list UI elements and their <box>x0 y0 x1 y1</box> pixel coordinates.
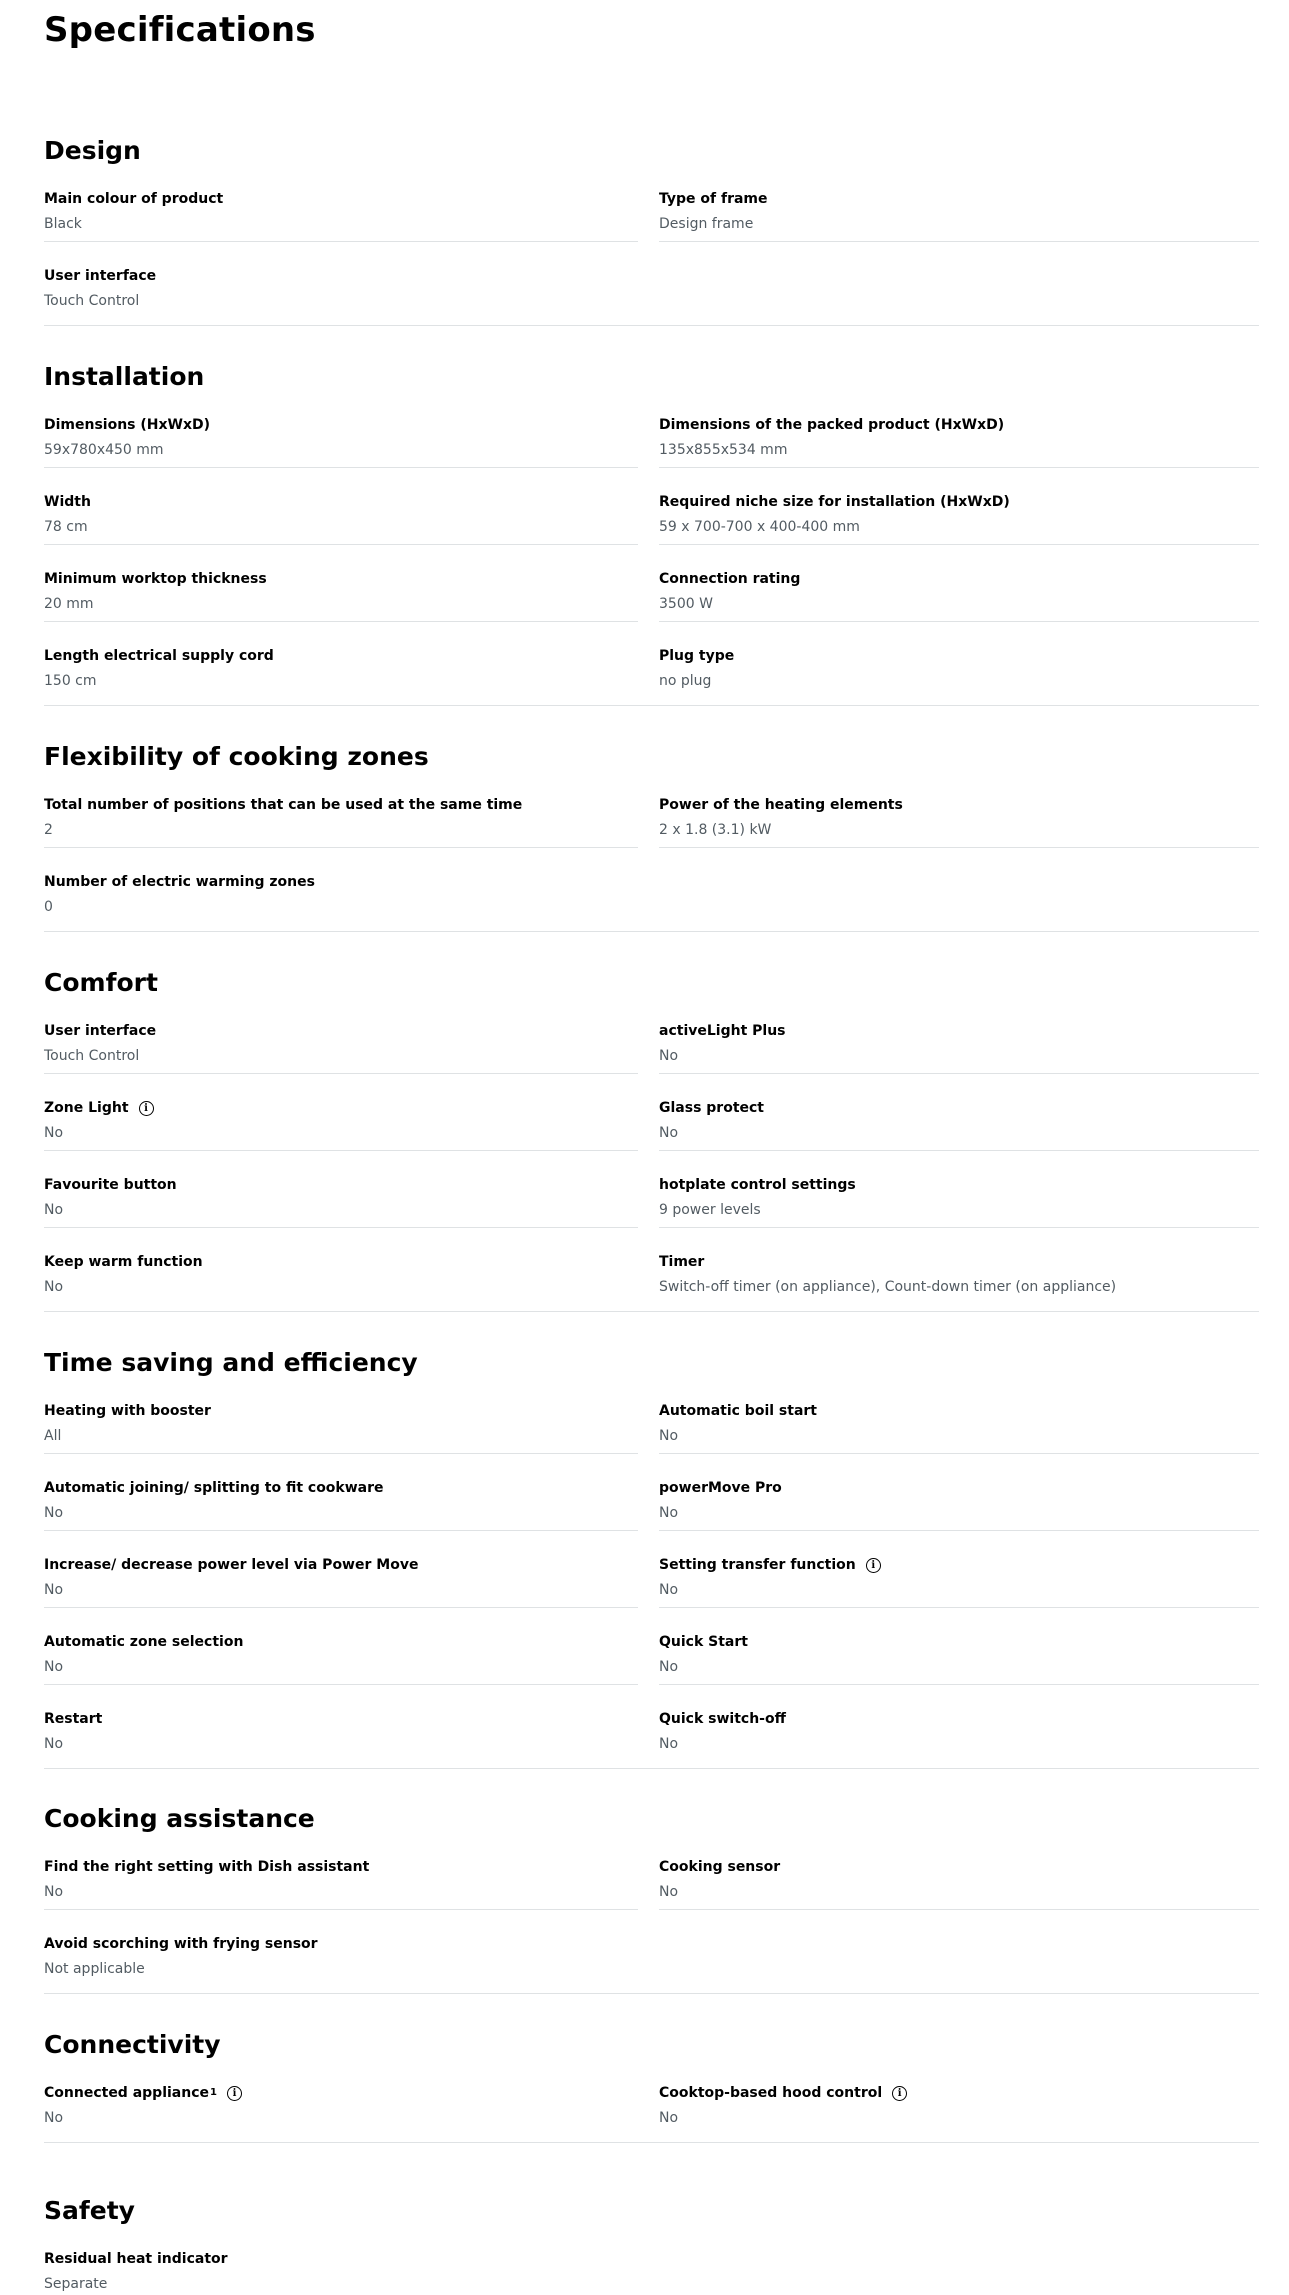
row-divider <box>659 847 1259 848</box>
spec-value: No <box>659 1048 679 1064</box>
spec-value: 0 <box>44 899 53 915</box>
spec-label-text: Residual heat indicator <box>44 2251 228 2267</box>
spec-value: Touch Control <box>44 1048 140 1064</box>
spec-label-text: Power of the heating elements <box>659 797 903 813</box>
spec-value: No <box>659 1428 679 1444</box>
spec-item-automatic-joining-splitting-to-fit-cookware <box>44 1480 638 1524</box>
spec-item-automatic-boil-start <box>659 1403 1253 1447</box>
spec-label <box>659 1403 817 1419</box>
spec-value: 59x780x450 mm <box>44 442 164 458</box>
section-title-design: Design <box>44 136 141 165</box>
spec-label <box>44 494 91 510</box>
section-divider <box>44 1311 1259 1312</box>
spec-item-cooktop-based-hood-control <box>659 2085 1253 2129</box>
spec-value: No <box>659 1582 679 1598</box>
row-divider <box>44 621 638 622</box>
spec-label <box>44 1100 154 1116</box>
row-divider <box>659 1684 1259 1685</box>
section-title-time-saving-and-efficiency: Time saving and efficiency <box>44 1348 418 1377</box>
section-title-installation: Installation <box>44 362 205 391</box>
spec-label-text: Automatic zone selection <box>44 1634 244 1650</box>
spec-value: Black <box>44 216 82 232</box>
section-divider <box>44 705 1259 706</box>
spec-value: 78 cm <box>44 519 88 535</box>
row-divider <box>659 1909 1259 1910</box>
row-divider <box>44 241 638 242</box>
spec-label-text: User interface <box>44 1023 157 1039</box>
spec-label-text: Cooktop-based hood control <box>659 2085 883 2101</box>
spec-value: No <box>659 1125 679 1141</box>
spec-label <box>659 1100 764 1116</box>
spec-label <box>44 797 522 813</box>
row-divider <box>44 467 638 468</box>
spec-value: 20 mm <box>44 596 94 612</box>
spec-label <box>659 1859 780 1875</box>
row-divider <box>659 1150 1259 1151</box>
info-icon[interactable]: i <box>866 1558 881 1573</box>
section-divider <box>44 1993 1259 1994</box>
spec-item-avoid-scorching-with-frying-sensor <box>44 1936 638 1980</box>
spec-label-text: Type of frame <box>659 191 768 207</box>
spec-item-powermove-pro <box>659 1480 1253 1524</box>
spec-item-activelight-plus <box>659 1023 1253 1067</box>
row-divider <box>659 241 1259 242</box>
spec-item-power-of-the-heating-elements <box>659 797 1253 841</box>
spec-item-favourite-button <box>44 1177 638 1221</box>
spec-label-text: Glass protect <box>659 1100 764 1116</box>
spec-label-text: Number of electric warming zones <box>44 874 315 890</box>
row-divider <box>44 1607 638 1608</box>
spec-label-text: Width <box>44 494 91 510</box>
spec-label <box>659 571 800 587</box>
spec-label-text: Main colour of product <box>44 191 224 207</box>
spec-value: Switch-off timer (on appliance), Count-down timer (on appliance) <box>659 1279 1117 1295</box>
spec-value: 3500 W <box>659 596 713 612</box>
row-divider <box>659 1530 1259 1531</box>
info-icon[interactable]: i <box>227 2086 242 2101</box>
spec-item-residual-heat-indicator <box>44 2251 638 2295</box>
spec-item-quick-start <box>659 1634 1253 1678</box>
spec-label <box>44 1480 384 1496</box>
spec-label <box>44 648 274 664</box>
spec-label-text: powerMove Pro <box>659 1480 782 1496</box>
section-title-comfort: Comfort <box>44 968 158 997</box>
spec-label <box>44 1859 369 1875</box>
spec-item-increase-decrease-power-level-via-power-move <box>44 1557 638 1601</box>
spec-item-timer <box>659 1254 1253 1298</box>
spec-label-text: Required niche size for installation (HxWxD) <box>659 494 1010 510</box>
spec-item-cooking-sensor <box>659 1859 1253 1903</box>
spec-item-plug-type <box>659 648 1253 692</box>
spec-item-required-niche-size-for-installation-hxwxd <box>659 494 1253 538</box>
spec-label <box>659 2085 907 2101</box>
spec-label-text: Find the right setting with Dish assistant <box>44 1859 370 1875</box>
page-title: Specifications <box>44 10 316 50</box>
spec-label <box>659 1634 748 1650</box>
row-divider <box>44 1453 638 1454</box>
spec-value: No <box>659 1659 679 1675</box>
spec-label-text: Cooking sensor <box>659 1859 781 1875</box>
spec-item-dimensions-hxwxd <box>44 417 638 461</box>
row-divider <box>44 1073 638 1074</box>
spec-label-text: Timer <box>659 1254 705 1270</box>
spec-value: All <box>44 1428 62 1444</box>
spec-label <box>44 1177 177 1193</box>
section-title-flexibility-of-cooking-zones: Flexibility of cooking zones <box>44 742 429 771</box>
spec-item-keep-warm-function <box>44 1254 638 1298</box>
spec-label <box>659 648 734 664</box>
spec-item-zone-light <box>44 1100 638 1144</box>
spec-label <box>44 874 315 890</box>
spec-label <box>659 494 1010 510</box>
spec-label <box>44 2251 228 2267</box>
row-divider <box>44 1530 638 1531</box>
spec-label-text: Automatic boil start <box>659 1403 817 1419</box>
spec-value: No <box>44 2110 64 2126</box>
spec-label-text: Restart <box>44 1711 103 1727</box>
row-divider <box>44 1227 638 1228</box>
spec-item-connected-appliance <box>44 2085 638 2129</box>
spec-label-text: Avoid scorching with frying sensor <box>44 1936 318 1952</box>
spec-label-text: activeLight Plus <box>659 1023 786 1039</box>
spec-label <box>44 1557 418 1573</box>
spec-label-text: Keep warm function <box>44 1254 203 1270</box>
row-divider <box>44 1909 638 1910</box>
spec-label <box>44 1711 102 1727</box>
spec-item-user-interface <box>44 268 638 312</box>
row-divider <box>44 1684 638 1685</box>
spec-value: 135x855x534 mm <box>659 442 788 458</box>
spec-label <box>659 1480 782 1496</box>
spec-value: 59 x 700-700 x 400-400 mm <box>659 519 860 535</box>
spec-value: Design frame <box>659 216 754 232</box>
row-divider <box>659 1453 1259 1454</box>
spec-item-restart <box>44 1711 638 1755</box>
spec-value: Touch Control <box>44 293 140 309</box>
section-title-connectivity: Connectivity <box>44 2030 221 2059</box>
row-divider <box>659 467 1259 468</box>
spec-label <box>44 1936 318 1952</box>
spec-label <box>659 417 1004 433</box>
spec-value: 9 power levels <box>659 1202 761 1218</box>
row-divider <box>44 1150 638 1151</box>
spec-value: No <box>44 1279 64 1295</box>
spec-label <box>44 571 267 587</box>
spec-value: No <box>44 1736 64 1752</box>
spec-label-text: Dimensions (HxWxD) <box>44 417 211 433</box>
section-divider <box>44 931 1259 932</box>
section-title-cooking-assistance: Cooking assistance <box>44 1804 315 1833</box>
spec-label-text: Connected appliance <box>44 2085 209 2101</box>
section-title-safety: Safety <box>44 2196 135 2225</box>
spec-label <box>659 797 903 813</box>
spec-item-minimum-worktop-thickness <box>44 571 638 615</box>
spec-label-text: Total number of positions that can be used at the same time <box>44 797 523 813</box>
spec-label <box>44 1403 211 1419</box>
spec-label-text: Quick switch-off <box>659 1711 786 1727</box>
info-icon[interactable]: i <box>139 1101 154 1116</box>
spec-label-text: Connection rating <box>659 571 801 587</box>
spec-label <box>44 1634 243 1650</box>
spec-value: 150 cm <box>44 673 97 689</box>
spec-label <box>659 191 768 207</box>
spec-label <box>44 1254 203 1270</box>
spec-label <box>659 1557 881 1573</box>
spec-item-hotplate-control-settings <box>659 1177 1253 1221</box>
spec-label <box>44 417 210 433</box>
spec-label-text: Favourite button <box>44 1177 177 1193</box>
spec-item-find-the-right-setting-with-dish-assistant <box>44 1859 638 1903</box>
spec-item-dimensions-of-the-packed-product-hxwxd <box>659 417 1253 461</box>
spec-label <box>659 1254 704 1270</box>
row-divider <box>659 1607 1259 1608</box>
spec-value: No <box>659 1884 679 1900</box>
spec-label <box>44 191 223 207</box>
row-divider <box>659 621 1259 622</box>
spec-label <box>44 268 156 284</box>
spec-label-text: User interface <box>44 268 157 284</box>
spec-label-text: Heating with booster <box>44 1403 211 1419</box>
spec-label <box>659 1023 786 1039</box>
spec-value: 2 <box>44 822 53 838</box>
spec-item-automatic-zone-selection <box>44 1634 638 1678</box>
spec-item-width <box>44 494 638 538</box>
spec-value: Separate <box>44 2276 108 2292</box>
section-divider <box>44 325 1259 326</box>
spec-label-text: Dimensions of the packed product (HxWxD) <box>659 417 1005 433</box>
spec-value: No <box>659 1736 679 1752</box>
spec-label-text: Length electrical supply cord <box>44 648 274 664</box>
spec-value: No <box>44 1505 64 1521</box>
spec-label-text: hotplate control settings <box>659 1177 856 1193</box>
row-divider <box>44 847 638 848</box>
spec-item-user-interface <box>44 1023 638 1067</box>
spec-label <box>659 1711 786 1727</box>
spec-value: 2 x 1.8 (3.1) kW <box>659 822 772 838</box>
spec-item-quick-switch-off <box>659 1711 1253 1755</box>
spec-label-text: Zone Light <box>44 1100 129 1116</box>
spec-value: No <box>44 1582 64 1598</box>
spec-label <box>659 1177 856 1193</box>
info-icon[interactable]: i <box>892 2086 907 2101</box>
spec-value: no plug <box>659 673 712 689</box>
row-divider <box>659 544 1259 545</box>
spec-item-glass-protect <box>659 1100 1253 1144</box>
spec-item-total-number-of-positions-that-can-be-used-at-the-same-time <box>44 797 638 841</box>
spec-label-text: Increase/ decrease power level via Power Move <box>44 1557 419 1573</box>
spec-item-heating-with-booster <box>44 1403 638 1447</box>
row-divider <box>659 1073 1259 1074</box>
spec-label: Connected appliance 1 i <box>44 2085 242 2101</box>
spec-item-length-electrical-supply-cord <box>44 648 638 692</box>
spec-item-connection-rating <box>659 571 1253 615</box>
spec-value: No <box>659 1505 679 1521</box>
spec-item-number-of-electric-warming-zones <box>44 874 638 918</box>
row-divider <box>659 1227 1259 1228</box>
spec-label-text: Automatic joining/ splitting to fit cookware <box>44 1480 384 1496</box>
spec-label-text: Minimum worktop thickness <box>44 571 267 587</box>
section-divider <box>44 1768 1259 1769</box>
spec-value: No <box>44 1202 64 1218</box>
spec-value: Not applicable <box>44 1961 145 1977</box>
spec-label-text: Plug type <box>659 648 735 664</box>
spec-item-main-colour-of-product <box>44 191 638 235</box>
spec-label-text: Quick Start <box>659 1634 748 1650</box>
spec-label <box>44 1023 156 1039</box>
spec-label-text: Setting transfer function <box>659 1557 856 1573</box>
spec-value: No <box>659 2110 679 2126</box>
spec-value: No <box>44 1884 64 1900</box>
spec-value: No <box>44 1659 64 1675</box>
spec-value: No <box>44 1125 64 1141</box>
row-divider <box>44 544 638 545</box>
spec-item-type-of-frame <box>659 191 1253 235</box>
spec-item-setting-transfer-function <box>659 1557 1253 1601</box>
section-divider <box>44 2142 1259 2143</box>
